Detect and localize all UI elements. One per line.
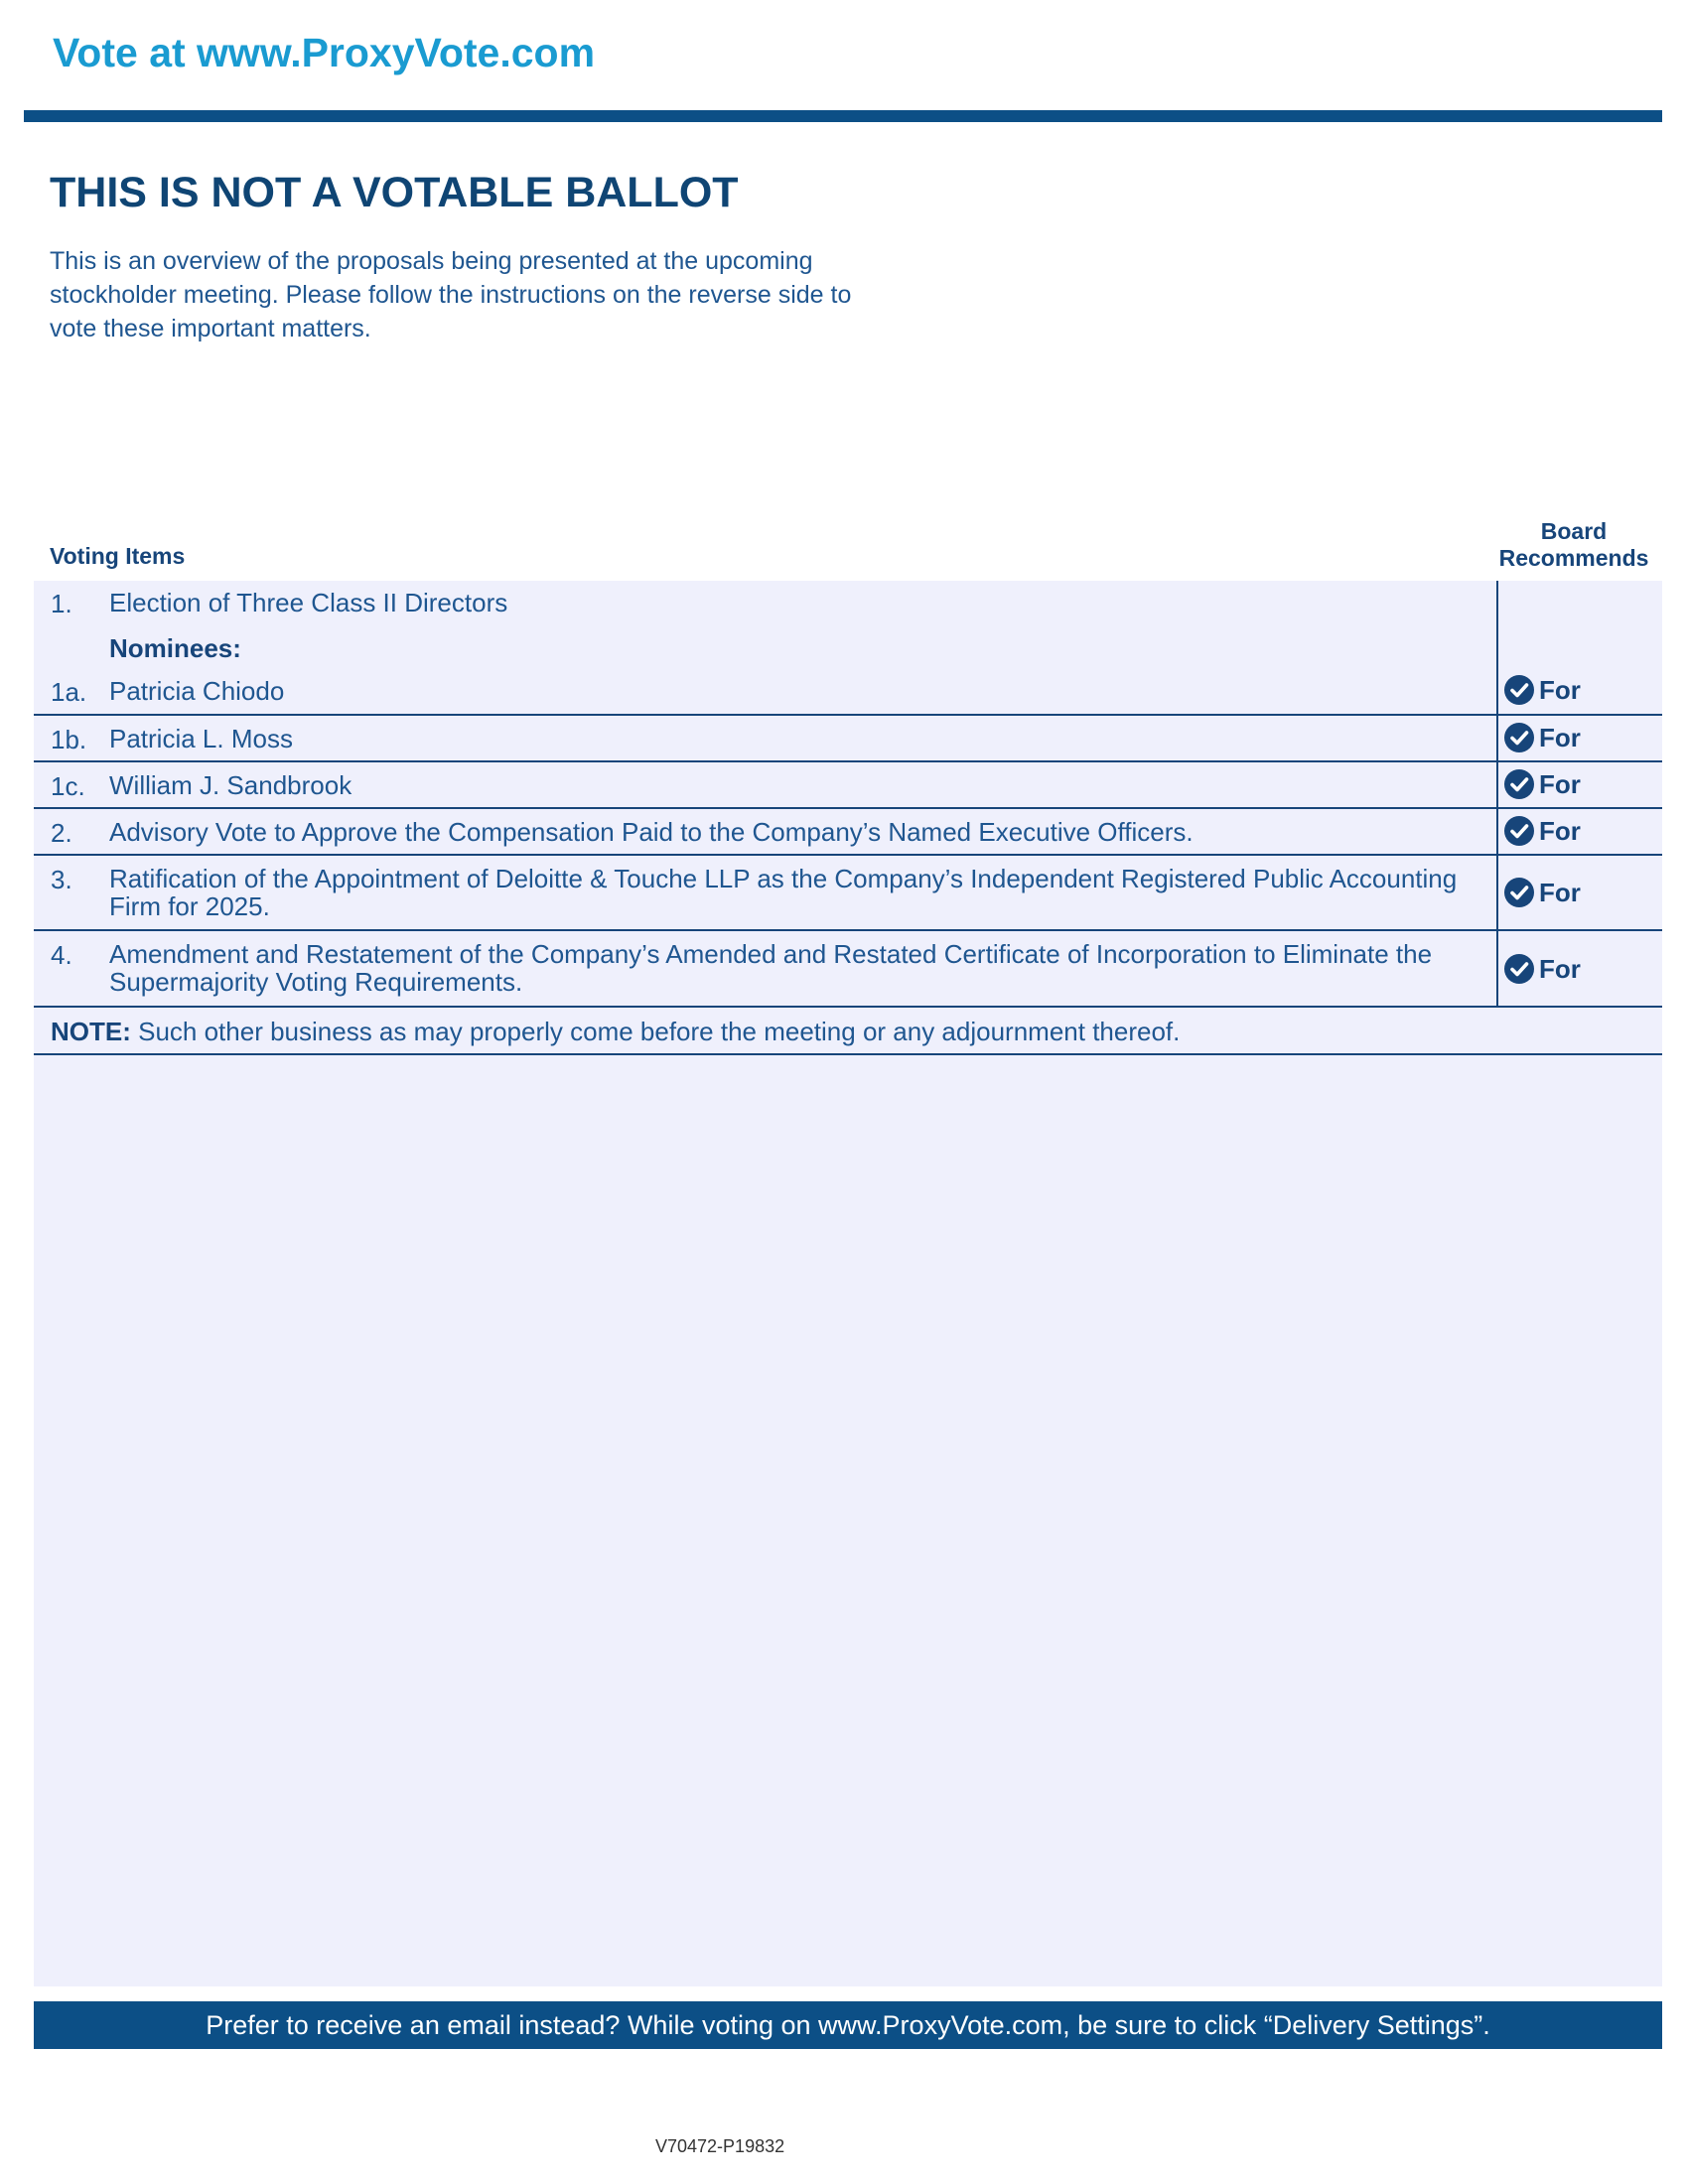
board-recommendation <box>1503 875 1581 910</box>
board-recommends-line1: Board <box>1540 518 1608 544</box>
note-label: NOTE: <box>51 1017 131 1046</box>
intro-paragraph: This is an overview of the proposals being presented at the upcoming stockholder meeting. Please follow the instructions on the reverse side to vote these important matters. <box>50 247 852 342</box>
item-text: Advisory Vote to Approve the Compensation Paid to the Company’s Named Executive Officers. <box>109 817 1194 847</box>
table-row-item-3 <box>34 856 1662 931</box>
table-row-item-2 <box>34 809 1662 856</box>
item-number: 1c. <box>51 771 85 801</box>
recommendation-label: For <box>1539 953 1581 984</box>
note-body: Such other business as may properly come before the meeting or any adjournment thereof. <box>130 1017 1181 1046</box>
recommendation-label: For <box>1539 674 1581 705</box>
vote-link[interactable]: Vote at www.ProxyVote.com <box>53 30 596 75</box>
item-text: Amendment and Restatement of the Company’s Amended and Restated Certificate of Incorporation to Eliminate the Supermajority Voting Requirements. <box>109 939 1433 997</box>
check-circle-icon <box>1503 953 1535 985</box>
recommendation-label: For <box>1539 877 1581 907</box>
check-circle-icon <box>1503 877 1535 908</box>
check-circle-icon <box>1503 674 1535 706</box>
item-number: 3. <box>51 865 72 894</box>
item-text: Ratification of the Appointment of Deloitte & Touche LLP as the Company’s Independent Registered Public Accounting Firm for 2025. <box>109 864 1458 921</box>
board-recommendation <box>1503 813 1581 849</box>
item-text: Patricia Chiodo <box>109 676 285 706</box>
table-row-item-4 <box>34 931 1662 1008</box>
banner-text: Prefer to receive an email instead? While voting on www.ProxyVote.com, be sure to click “Delivery Settings”. <box>206 2009 1490 2040</box>
table-row-note <box>34 1008 1662 1055</box>
table-row-item-1b <box>34 716 1662 762</box>
check-circle-icon <box>1503 722 1535 753</box>
table-row-item-1c <box>34 762 1662 809</box>
item-text: Patricia L. Moss <box>109 724 293 753</box>
note-text <box>51 1017 1180 1047</box>
voting-items-header: Voting Items <box>50 543 186 569</box>
delivery-settings-banner <box>34 2001 1662 2049</box>
board-recommendation <box>1503 766 1581 802</box>
item-text: William J. Sandbrook <box>109 770 352 800</box>
board-recommends-header <box>1494 518 1653 572</box>
board-recommendation <box>1503 672 1581 708</box>
item-number: 2. <box>51 818 72 848</box>
check-circle-icon <box>1503 768 1535 800</box>
item-text: Election of Three Class II Directors <box>109 588 508 617</box>
table-row-item-1a <box>34 668 1662 716</box>
page-title: THIS IS NOT A VOTABLE BALLOT <box>50 169 739 216</box>
table-row-nominees-label <box>34 624 1662 668</box>
voting-items-panel <box>34 581 1662 1986</box>
document-code: V70472-P19832 <box>655 2136 785 2156</box>
item-number: 1b. <box>51 725 87 754</box>
recommendation-label: For <box>1539 722 1581 752</box>
board-recommends-line2: Recommends <box>1498 545 1649 571</box>
board-recommendation <box>1503 720 1581 755</box>
board-recommendation <box>1503 951 1581 987</box>
nominees-label: Nominees: <box>109 633 241 663</box>
item-number: 1. <box>51 589 72 618</box>
recommendation-label: For <box>1539 768 1581 799</box>
check-circle-icon <box>1503 815 1535 847</box>
table-row-item-1 <box>34 581 1662 624</box>
item-number: 1a. <box>51 677 87 707</box>
item-number: 4. <box>51 940 72 970</box>
recommendation-label: For <box>1539 815 1581 846</box>
header-rule <box>24 110 1662 122</box>
